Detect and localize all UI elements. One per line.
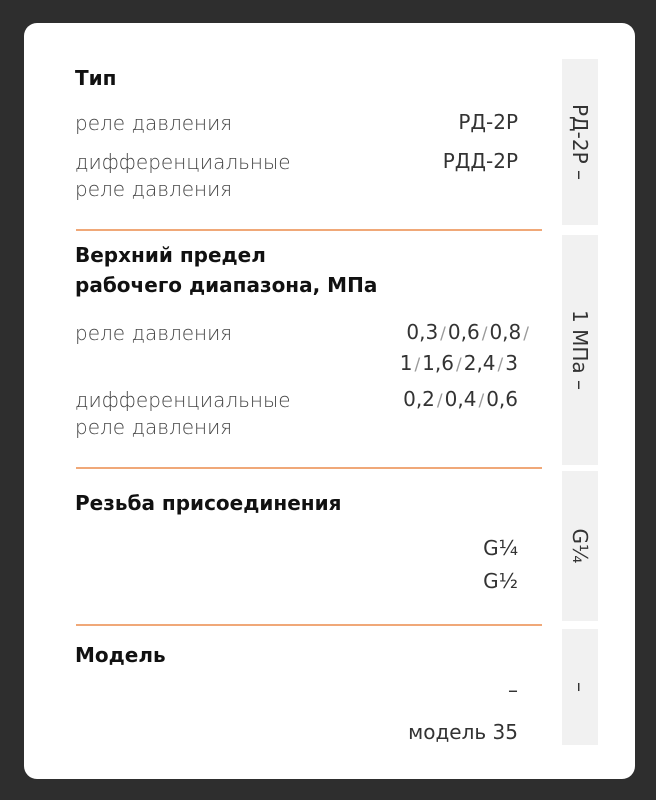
separator: / bbox=[497, 355, 504, 375]
side-tab-upper-limit bbox=[562, 235, 598, 465]
value-0-8: 0,8 bbox=[489, 320, 522, 344]
separator: / bbox=[478, 391, 485, 411]
separator: / bbox=[455, 355, 462, 375]
separator: / bbox=[414, 355, 421, 375]
type-label-pressure-relay: реле давления bbox=[75, 111, 233, 135]
value-1: 1 bbox=[399, 351, 413, 375]
separator: / bbox=[481, 324, 488, 344]
value-0-3: 0,3 bbox=[406, 320, 439, 344]
divider bbox=[76, 229, 542, 231]
value-2-4: 2,4 bbox=[463, 351, 496, 375]
side-label-upper-limit: 1 МПа – bbox=[568, 310, 592, 390]
limit-label-diff-relay: дифференциальные реле давления bbox=[75, 388, 291, 439]
value-3: 3 bbox=[505, 351, 518, 375]
type-label-diff-relay: дифференциальные реле давления bbox=[75, 150, 291, 201]
spec-card bbox=[24, 23, 635, 779]
separator: / bbox=[440, 324, 446, 344]
model-value-dash: – bbox=[508, 678, 518, 702]
value-0-6: 0,6 bbox=[447, 320, 480, 344]
thread-value-g12: G½ bbox=[483, 569, 518, 593]
divider bbox=[76, 467, 542, 469]
section-title-thread: Резьба присоединения bbox=[75, 491, 342, 515]
section-title-upper-limit-line1: Верхний предел bbox=[75, 243, 266, 267]
side-tab-type bbox=[562, 59, 598, 225]
type-value-rdd2r: РДД-2Р bbox=[442, 149, 518, 173]
type-value-rd2r: РД-2Р bbox=[458, 110, 518, 134]
limit-values-diff-relay bbox=[403, 384, 518, 417]
model-value-35: модель 35 bbox=[408, 720, 518, 744]
divider bbox=[76, 624, 542, 626]
limit-values-relay-line1 bbox=[406, 317, 531, 350]
section-title-upper-limit-line2: рабочего диапазона, МПа bbox=[75, 273, 378, 297]
separator: / bbox=[523, 324, 529, 344]
value-0-4: 0,4 bbox=[444, 387, 477, 411]
side-tab-model bbox=[562, 629, 598, 745]
side-label-type: РД-2Р – bbox=[568, 103, 592, 181]
limit-values-relay-line2 bbox=[400, 348, 518, 381]
section-title-type: Тип bbox=[75, 66, 117, 90]
thread-value-g14: G¼ bbox=[483, 536, 518, 560]
side-tab-thread bbox=[562, 471, 598, 621]
limit-label-pressure-relay: реле давления bbox=[75, 321, 233, 345]
separator: / bbox=[436, 391, 443, 411]
side-label-model: – bbox=[568, 682, 592, 692]
section-title-model: Модель bbox=[75, 643, 166, 667]
value-0-2: 0,2 bbox=[403, 387, 435, 411]
value-1-6: 1,6 bbox=[422, 351, 454, 375]
value-0-6: 0,6 bbox=[486, 387, 518, 411]
side-label-thread: G¼ bbox=[568, 528, 592, 564]
